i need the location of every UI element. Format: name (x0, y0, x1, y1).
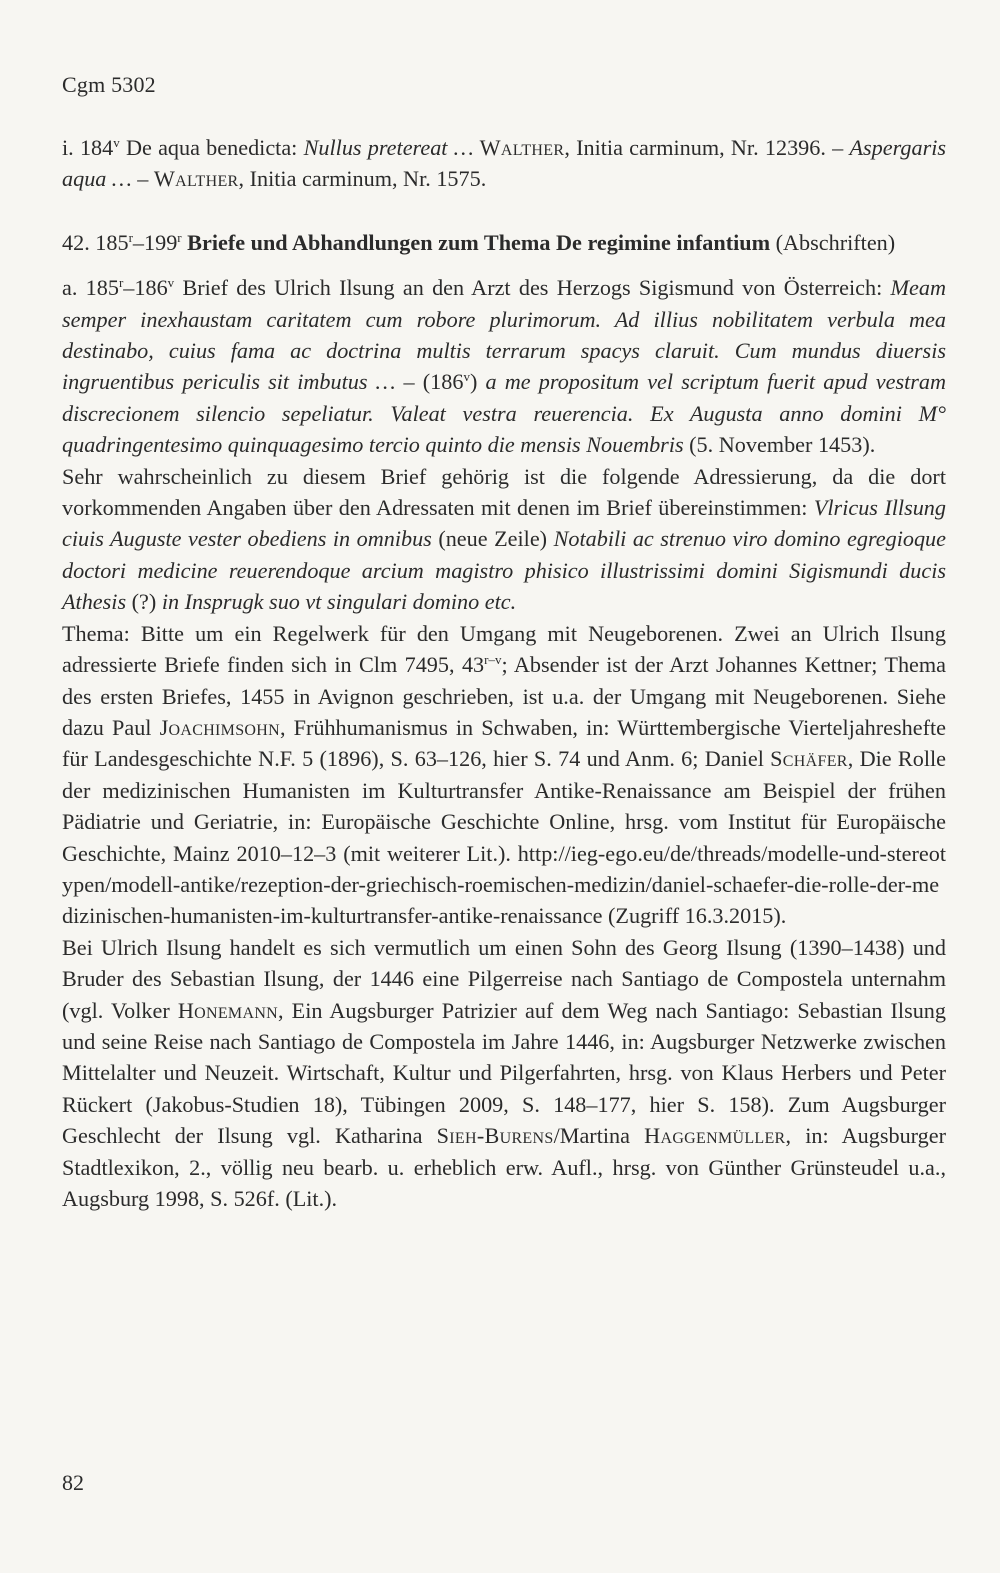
latin-quote: Meam semper inexhaustam caritatem cum robore plurimorum. Ad illius nobilitatem verbula mea destinabo, cuius fama ac doctrina multis terrarum spacys claruit. Cum mundus diuersis ingruentibus periculis sit imbutus … (62, 275, 946, 395)
entry-a: a. 185$^r$–186$^v$ Brief des Ulrich Ilsung an den Arzt des Herzogs Sigismund von Österreich: Meam semper inexhaustam caritatem cum robore plurimorum. Ad illius nobilitatem verbula mea destinabo, cuius fama ac doctrina multis terrarum spacys claruit. Cum mundus diuersis ingruentibus periculis sit imbutus … – (186$^v$) a me propositum vel scriptum fuerit apud vestram discrecionem silencio sepeliatur. Valeat vestra reuerencia. Ex Augusta anno domini M° quadringentesimo quinquagesimo tercio quinto die mensis Nouembris (5. November 1453). (62, 275, 947, 458)
page-number: 82 (62, 1470, 84, 1495)
section-title: Briefe und Abhandlungen zum Thema De regimine infantium (187, 229, 771, 255)
author-name: Sieh-Burens (436, 1123, 554, 1149)
page-body (62, 132, 946, 1214)
paragraph-ilsung: Bei Ulrich Ilsung handelt es sich vermutlich um einen Sohn des Georg Ilsung (1390–1438) und Bruder des Sebastian Ilsung, der 1446 eine Pilgerreise nach Santiago de Compostela unternahm (vgl. Volker Honemann, Ein Augsburger Patrizier auf dem Weg nach Santiago: Sebastian Ilsung und seine Reise nach Santiago de Compostela im Jahre 1446, in: Augsburger Netzwerke zwischen Mittelalter und Neuzeit. Wirtschaft, Kultur und Pilgerfahrten, hrsg. von Klaus Herbers und Peter Rückert (Jakobus-Studien 18), Tübingen 2009, S. 148–177, hier S. 158). Zum Augsburger Geschlecht der Ilsung vgl. Katharina Sieh-Burens/Martina Haggenmüller, in: Augsburger Stadtlexikon, 2., völlig neu bearb. u. erheblich erw. Aufl., hrsg. von Günther Grünsteudel u.a., Augsburg 1998, S. 526f. (Lit.). (62, 934, 946, 1211)
author-name: Walther (153, 166, 239, 192)
running-header: Cgm 5302 (62, 72, 156, 97)
latin-quote: in Insprugk suo vt singulari domino etc. (161, 589, 517, 615)
author-name: Haggenmüller (644, 1123, 786, 1149)
reference-url[interactable]: http://ieg-ego.eu/de/threads/modelle-und-stereotypen/modell-antike/rezeption-der-griechisch-roemischen-medizin/daniel-schaefer-die-rolle-der-medizinischen-humanisten-im-kulturtransfer-antike-renaissance (62, 840, 946, 929)
entry-i: i. 184$^v$ De aqua benedicta: Nullus pretereat … Walther, Initia carminum, Nr. 12396. – Aspergaris aqua … – Walther, Initia carminum, Nr. 1575. (62, 135, 947, 192)
latin-quote: Vlricus Illsung ciuis Auguste vester obediens in omnibus (62, 495, 946, 552)
document-page (62, 0, 946, 1573)
author-name: Honemann (177, 997, 279, 1023)
author-name: Walther (479, 135, 565, 160)
latin-quote: Notabili ac strenuo viro domino egregioque doctori medicine reuerendoque arcium magistro phisico illustrissimi domini Sigismundi ducis Athesis (62, 526, 946, 615)
author-name: Joachimsohn (159, 714, 280, 740)
section-heading-42: 42. 185$^r$–199$^r$ Briefe und Abhandlungen zum Thema De regimine infantium (Abschriften) (62, 229, 896, 255)
paragraph-thema: Thema: Bitte um ein Regelwerk für den Umgang mit Neugeborenen. Zwei an Ulrich Ilsung adressierte Briefe finden sich in Clm 7495, 43$^{r-v}$; Absender ist der Arzt Johannes Kettner; Thema des ersten Briefes, 1455 in Avignon geschrieben, ist u.a. der Umgang mit Neugeborenen. Siehe dazu Paul Joachimsohn, Frühhumanismus in Schwaben, in: Württembergische Vierteljahreshefte für Landesgeschichte N.F. 5 (1896), S. 63–126, hier S. 74 und Anm. 6; Daniel Schäfer, Die Rolle der medizinischen Humanisten im Kulturtransfer Antike-Renaissance am Beispiel der frühen Pädiatrie und Geriatrie, in: Europäische Geschichte Online, hrsg. vom Institut für Europäische Geschichte, Mainz 2010–12–3 (mit weiterer Lit.). http://ieg-ego.eu/de/threads/modelle-und-stereotypen/modell-antike/rezeption-der-griechisch-roemischen-medizin/daniel-schaefer-die-rolle-der-medizinischen-humanisten-im-kulturtransfer-antike-renaissance (Zugriff 16.3.2015). (62, 620, 946, 929)
latin-quote: a me propositum vel scriptum fuerit apud vestram discrecionem silencio sepeliatur. Valeat vestra reuerencia. Ex Augusta anno domini M° quadringentesimo quinquagesimo tercio quinto die mensis Nouembris (62, 369, 947, 458)
paragraph-address: Sehr wahrscheinlich zu diesem Brief gehörig ist die folgende Adressierung, da die dort vorkommenden Angaben über den Adressaten mit denen im Brief übereinstimmen: Vlricus Illsung ciuis Auguste vester obediens in omnibus (neue Zeile) Notabili ac strenuo viro domino egregioque doctori medicine reuerendoque arcium magistro phisico illustrissimi domini Sigismundi ducis Athesis (?) in Insprugk suo vt singulari domino etc. (62, 463, 946, 615)
author-name: Schäfer (770, 746, 848, 772)
